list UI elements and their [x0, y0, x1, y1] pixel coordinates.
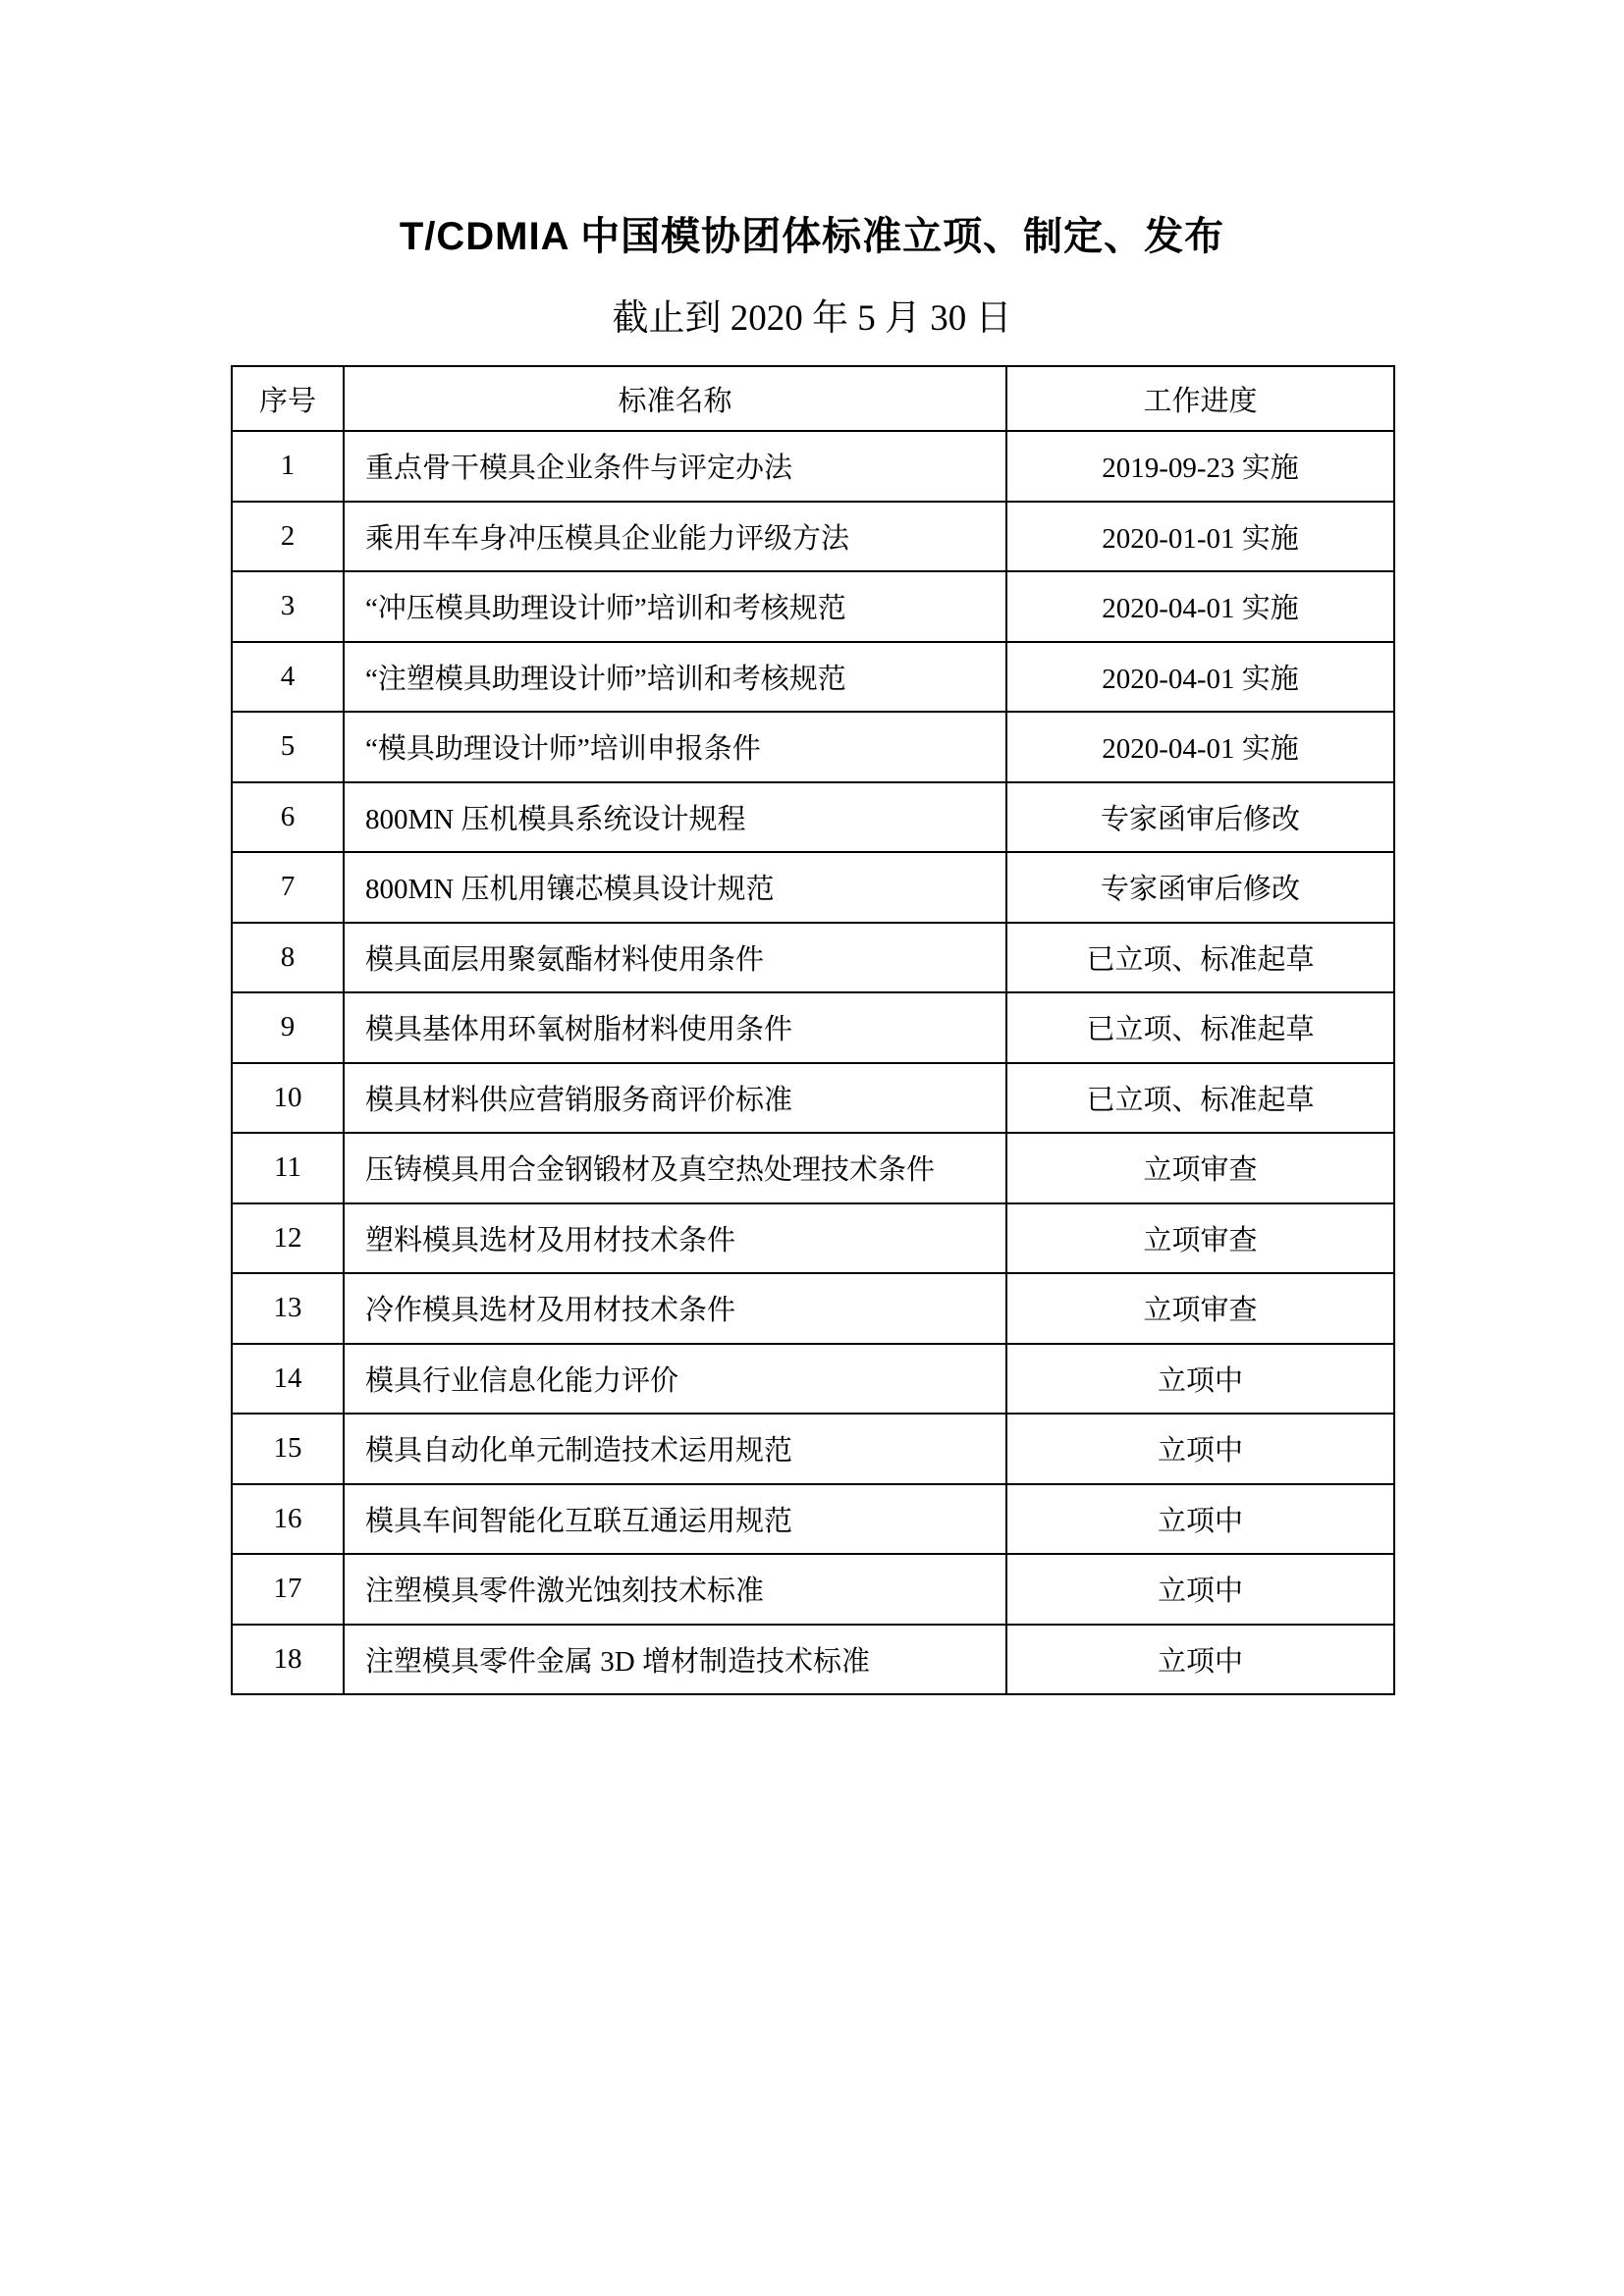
standards-table-body — [232, 431, 1394, 1694]
serial-number-cell: 14 — [232, 1344, 344, 1415]
standard-name-cell: “冲压模具助理设计师”培训和考核规范 — [344, 571, 1006, 642]
table-row — [232, 571, 1394, 642]
work-progress-cell: 2020-01-01 实施 — [1006, 502, 1394, 572]
standard-name-cell: 重点骨干模具企业条件与评定办法 — [344, 431, 1006, 502]
table-row — [232, 1625, 1394, 1695]
serial-number-cell: 6 — [232, 782, 344, 853]
standard-name-cell: 乘用车车身冲压模具企业能力评级方法 — [344, 502, 1006, 572]
table-row — [232, 1273, 1394, 1344]
serial-number-cell: 5 — [232, 712, 344, 782]
table-row — [232, 1414, 1394, 1484]
standard-name-cell: 模具自动化单元制造技术运用规范 — [344, 1414, 1006, 1484]
work-progress-cell: 2020-04-01 实施 — [1006, 712, 1394, 782]
work-progress-cell: 立项中 — [1006, 1554, 1394, 1625]
serial-number-cell: 11 — [232, 1133, 344, 1203]
standard-name-cell: “注塑模具助理设计师”培训和考核规范 — [344, 642, 1006, 713]
header-standard-name: 标准名称 — [344, 366, 1006, 431]
table-row — [232, 782, 1394, 853]
standards-table — [231, 365, 1395, 1695]
table-row — [232, 1063, 1394, 1134]
standard-name-cell: 800MN 压机模具系统设计规程 — [344, 782, 1006, 853]
serial-number-cell: 3 — [232, 571, 344, 642]
header-serial-number: 序号 — [232, 366, 344, 431]
header-work-progress: 工作进度 — [1006, 366, 1394, 431]
work-progress-cell: 立项中 — [1006, 1344, 1394, 1415]
table-row — [232, 992, 1394, 1063]
table-row — [232, 712, 1394, 782]
table-header-row — [232, 366, 1394, 431]
serial-number-cell: 13 — [232, 1273, 344, 1344]
table-row — [232, 923, 1394, 993]
serial-number-cell: 17 — [232, 1554, 344, 1625]
serial-number-cell: 7 — [232, 852, 344, 923]
standard-name-cell: 模具基体用环氧树脂材料使用条件 — [344, 992, 1006, 1063]
table-row — [232, 431, 1394, 502]
standard-name-cell: 压铸模具用合金钢锻材及真空热处理技术条件 — [344, 1133, 1006, 1203]
serial-number-cell: 18 — [232, 1625, 344, 1695]
standard-name-cell: 冷作模具选材及用材技术条件 — [344, 1273, 1006, 1344]
serial-number-cell: 8 — [232, 923, 344, 993]
work-progress-cell: 立项审查 — [1006, 1133, 1394, 1203]
standard-name-cell: 800MN 压机用镶芯模具设计规范 — [344, 852, 1006, 923]
serial-number-cell: 10 — [232, 1063, 344, 1134]
work-progress-cell: 专家函审后修改 — [1006, 782, 1394, 853]
standard-name-cell: 注塑模具零件金属 3D 增材制造技术标准 — [344, 1625, 1006, 1695]
serial-number-cell: 9 — [232, 992, 344, 1063]
work-progress-cell: 立项审查 — [1006, 1203, 1394, 1274]
work-progress-cell: 立项审查 — [1006, 1273, 1394, 1344]
serial-number-cell: 15 — [232, 1414, 344, 1484]
table-row — [232, 852, 1394, 923]
work-progress-cell: 立项中 — [1006, 1625, 1394, 1695]
serial-number-cell: 1 — [232, 431, 344, 502]
work-progress-cell: 2020-04-01 实施 — [1006, 571, 1394, 642]
table-row — [232, 1554, 1394, 1625]
work-progress-cell: 2019-09-23 实施 — [1006, 431, 1394, 502]
work-progress-cell: 已立项、标准起草 — [1006, 992, 1394, 1063]
standard-name-cell: 模具行业信息化能力评价 — [344, 1344, 1006, 1415]
table-row — [232, 502, 1394, 572]
table-row — [232, 1344, 1394, 1415]
work-progress-cell: 立项中 — [1006, 1484, 1394, 1555]
work-progress-cell: 2020-04-01 实施 — [1006, 642, 1394, 713]
serial-number-cell: 2 — [232, 502, 344, 572]
serial-number-cell: 12 — [232, 1203, 344, 1274]
table-row — [232, 642, 1394, 713]
standard-name-cell: 模具面层用聚氨酯材料使用条件 — [344, 923, 1006, 993]
standard-name-cell: 模具车间智能化互联互通运用规范 — [344, 1484, 1006, 1555]
work-progress-cell: 立项中 — [1006, 1414, 1394, 1484]
standard-name-cell: 注塑模具零件激光蚀刻技术标准 — [344, 1554, 1006, 1625]
serial-number-cell: 16 — [232, 1484, 344, 1555]
document-title: T/CDMIA 中国模协团体标准立项、制定、发布 — [399, 215, 1225, 258]
standard-name-cell: “模具助理设计师”培训申报条件 — [344, 712, 1006, 782]
standard-name-cell: 塑料模具选材及用材技术条件 — [344, 1203, 1006, 1274]
standard-name-cell: 模具材料供应营销服务商评价标准 — [344, 1063, 1006, 1134]
document-subtitle: 截止到 2020 年 5 月 30 日 — [612, 298, 1012, 339]
work-progress-cell: 专家函审后修改 — [1006, 852, 1394, 923]
serial-number-cell: 4 — [232, 642, 344, 713]
table-row — [232, 1203, 1394, 1274]
work-progress-cell: 已立项、标准起草 — [1006, 923, 1394, 993]
table-row — [232, 1484, 1394, 1555]
work-progress-cell: 已立项、标准起草 — [1006, 1063, 1394, 1134]
table-row — [232, 1133, 1394, 1203]
